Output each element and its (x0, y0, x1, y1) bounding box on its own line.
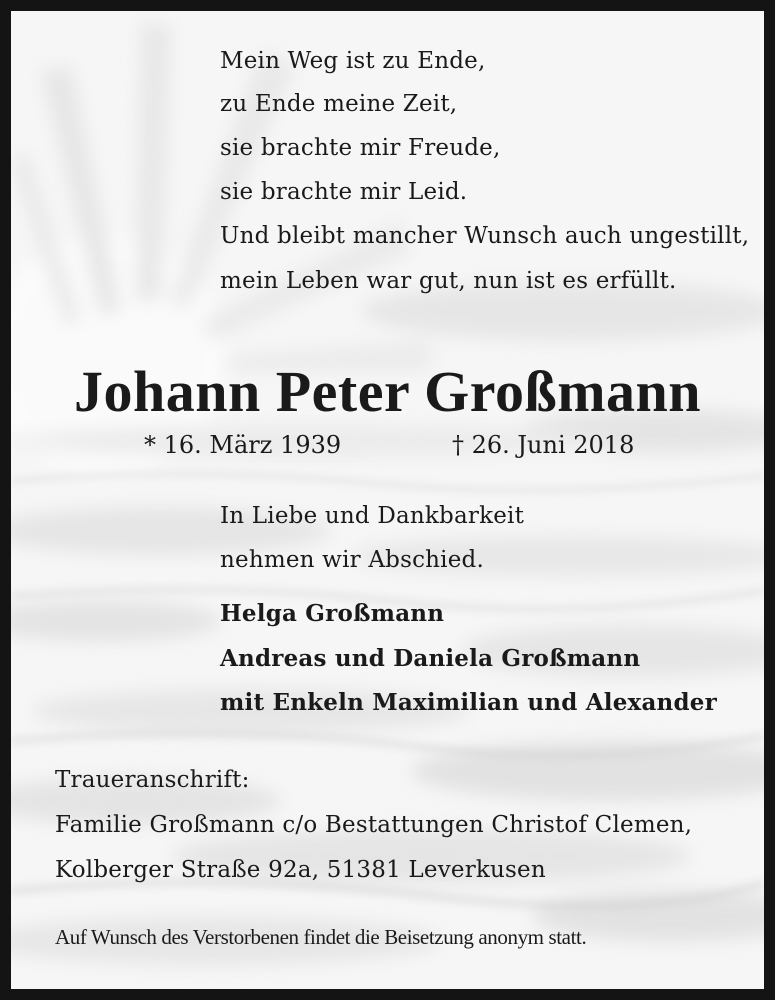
poem-line: Und bleibt mancher Wunsch auch ungestillt, (220, 223, 750, 249)
deceased-name: Johann Peter Großmann (73, 359, 702, 424)
address-line: Familie Großmann c/o Bestattungen Christof Clemen, (55, 812, 693, 838)
death-date: † 26. Juni 2018 (452, 431, 635, 459)
farewell-line: In Liebe und Dankbarkeit (220, 503, 525, 529)
farewell-line: nehmen wir Abschied. (220, 547, 484, 573)
poem-line: sie brachte mir Freude, (220, 135, 501, 161)
address-line: Kolberger Straße 92a, 51381 Leverkusen (55, 857, 546, 883)
burial-note: Auf Wunsch des Verstorbenen findet die Beisetzung anonym statt. (55, 925, 587, 949)
poem-line: Mein Weg ist zu Ende, (220, 48, 486, 74)
mourner-name: Andreas und Daniela Großmann (220, 645, 641, 672)
address-label: Traueranschrift: (55, 767, 250, 793)
poem-line: mein Leben war gut, nun ist es erfüllt. (220, 268, 677, 294)
mourner-name: Helga Großmann (220, 600, 445, 627)
mourner-name: mit Enkeln Maximilian und Alexander (220, 689, 717, 716)
poem-line: sie brachte mir Leid. (220, 179, 468, 205)
birth-date: * 16. März 1939 (144, 431, 342, 459)
poem-line: zu Ende meine Zeit, (220, 91, 458, 117)
